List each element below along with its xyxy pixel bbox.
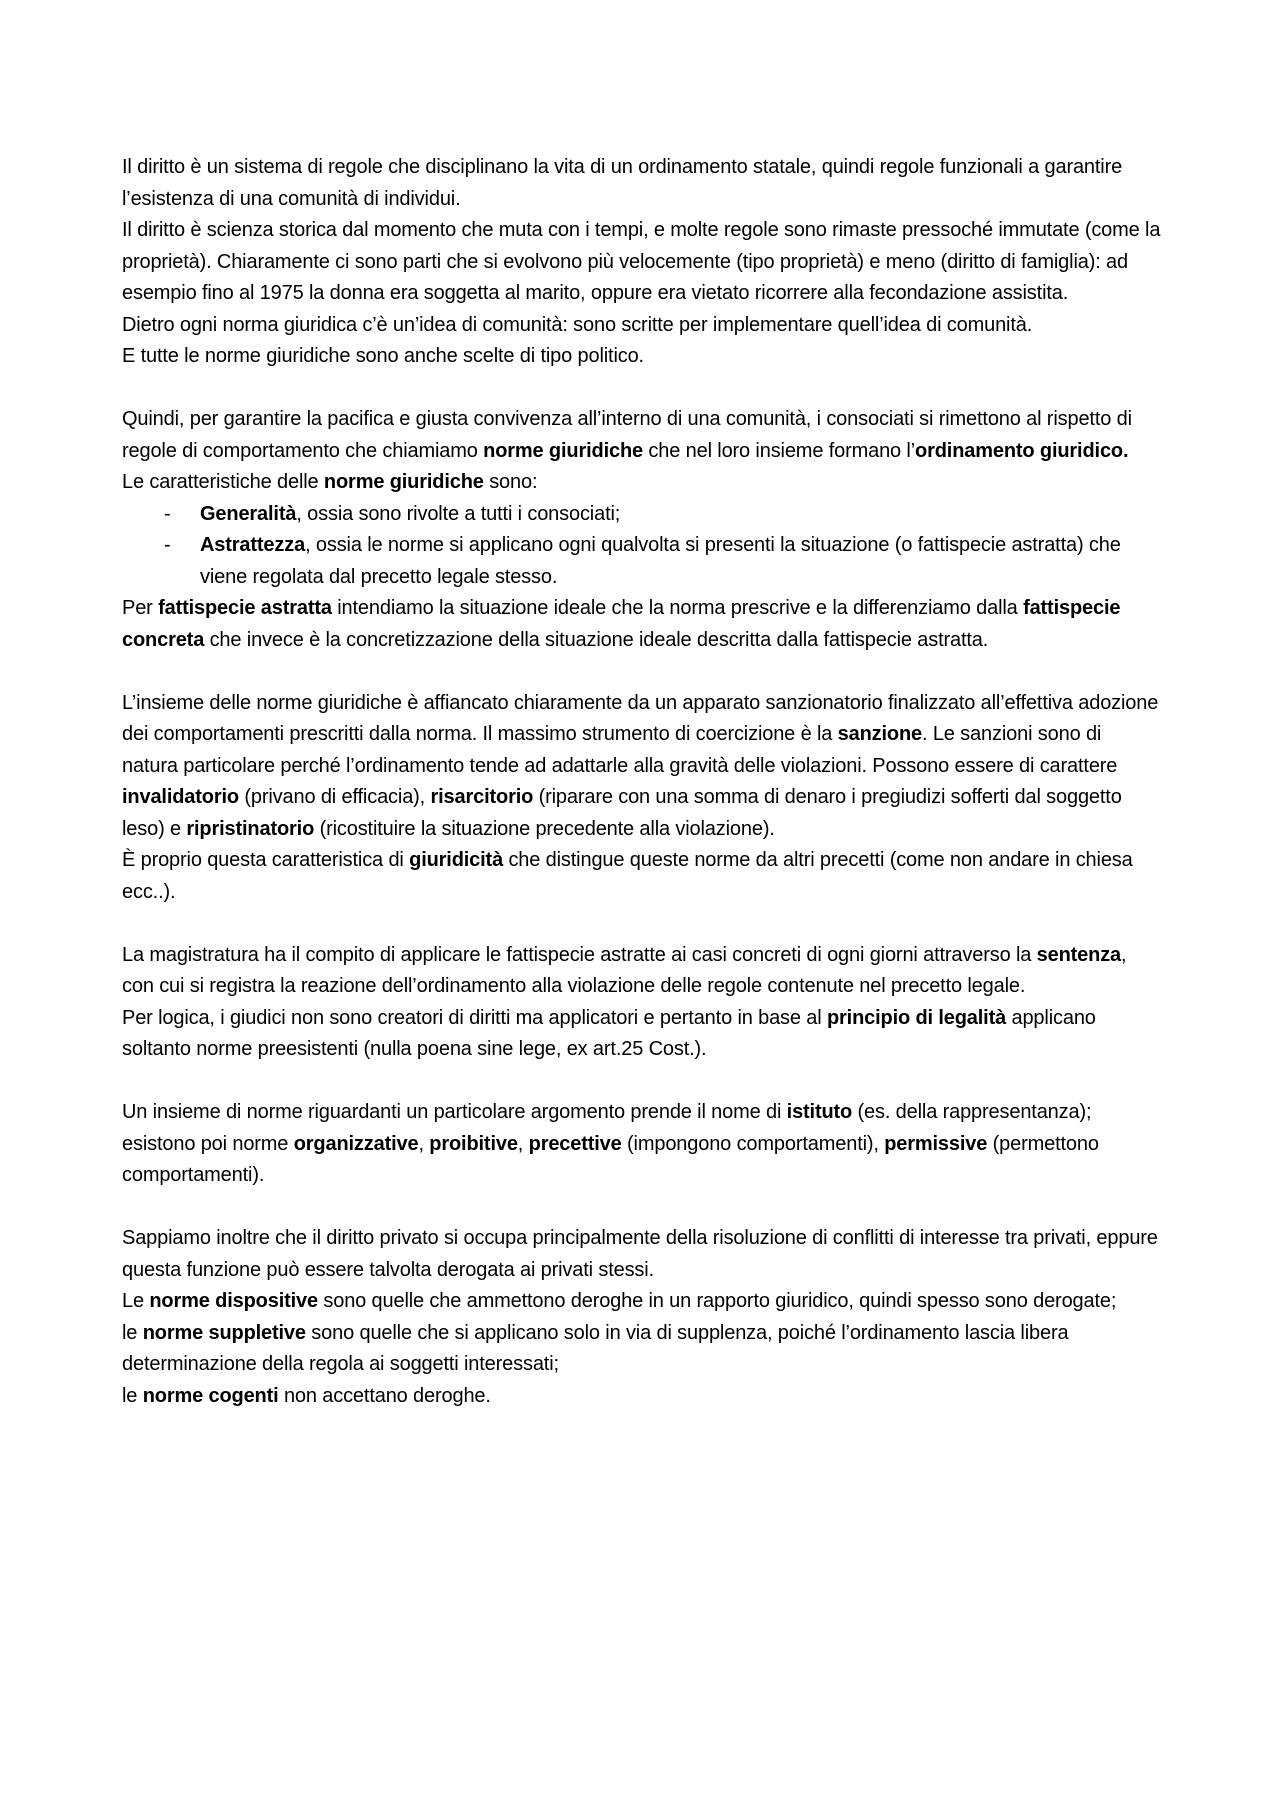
text-run: La magistratura ha il compito di applicare le fattispecie astratte ai casi concreti di ogni giorni attraverso la (122, 943, 1037, 966)
bold-term: istituto (786, 1101, 853, 1123)
text-run: Le caratteristiche delle (122, 471, 324, 493)
bold-term: invalidatorio (122, 786, 239, 808)
paragraph-spacer (122, 1066, 1162, 1098)
bold-term: precettive (528, 1132, 622, 1155)
document-body (122, 152, 1162, 1412)
text-run: (impongono comportamenti), (621, 1132, 885, 1155)
text-run: (permettono comportamenti). (122, 1132, 1099, 1186)
text-run: , con cui si registra la reazione dell’ordinamento alla violazione delle regole contenute nel precetto legale. (122, 943, 1127, 997)
text-run: , ossia sono rivolte a tutti i consociati; (296, 502, 621, 525)
bold-term: giuridicità (409, 849, 504, 871)
bold-term: permissive (884, 1132, 988, 1155)
paragraph-spacer (122, 373, 1162, 405)
text-run: Le (122, 1290, 150, 1312)
text-run: Un insieme di norme riguardanti un particolare argomento prende il nome di (122, 1101, 787, 1123)
text-run: Quindi, per garantire la pacifica e giusta convivenza all’interno di una comunità, i consociati si rimettono al rispetto di regole di comportamento che chiamiamo (122, 408, 1132, 462)
text-run: , (517, 1132, 529, 1155)
text-run: le (122, 1384, 143, 1407)
text-run: non accettano deroghe. (278, 1384, 491, 1407)
paragraph (122, 1286, 1162, 1318)
paragraph (122, 845, 1162, 908)
text-run: sono quelle che si applicano solo in via di supplenza, poiché l’ordinamento lascia libera determinazione della regola ai soggetti interessati; (122, 1321, 1069, 1375)
text-run: Sappiamo inoltre che il diritto privato si occupa principalmente della risoluzione di conflitti di interesse tra privati, eppure questa funzione può essere talvolta derogata ai privati stessi. (122, 1227, 1158, 1281)
text-run: che distingue queste norme da altri precetti (come non andare in chiesa ecc..). (122, 849, 1133, 903)
bold-term: proibitive (429, 1132, 518, 1155)
paragraph (122, 152, 1162, 215)
list-item (122, 499, 1162, 531)
paragraph-spacer (122, 1192, 1162, 1224)
paragraph (122, 1318, 1162, 1381)
bold-term: norme cogenti (142, 1384, 279, 1407)
paragraph (122, 1381, 1162, 1413)
text-run: È proprio questa caratteristica di (122, 849, 410, 871)
bold-term: norme dispositive (149, 1290, 318, 1312)
paragraph (122, 310, 1162, 342)
paragraph (122, 688, 1162, 846)
bold-term: norme giuridiche (483, 439, 644, 462)
text-run: le (122, 1321, 143, 1344)
text-run: E tutte le norme giuridiche sono anche scelte di tipo politico. (122, 345, 644, 367)
bold-term: sentenza (1036, 943, 1122, 966)
paragraph (122, 215, 1162, 310)
dash-bullet-icon: - (164, 502, 171, 525)
paragraph (122, 341, 1162, 373)
text-run: che nel loro insieme formano l’ (643, 439, 916, 462)
text-run: (ricostituire la situazione precedente alla violazione). (314, 817, 775, 840)
text-run: sono quelle che ammettono deroghe in un rapporto giuridico, quindi spesso sono derogate; (317, 1290, 1117, 1312)
bold-term: sanzione (837, 723, 923, 745)
bold-term: Astrattezza (200, 534, 306, 556)
dash-bullet-icon: - (164, 534, 171, 556)
bold-term: fattispecie concreta (122, 597, 1121, 651)
text-run: . Le sanzioni sono di natura particolare perché l’ordinamento tende ad adattarle alla gravità delle violazioni. Possono essere di carattere (122, 723, 1118, 777)
bold-term: principio di legalità (826, 1006, 1007, 1029)
bold-term: norme giuridiche (323, 471, 484, 493)
text-run: applicano soltanto norme preesistenti (nulla poena sine lege, ex art.25 Cost.). (122, 1006, 1096, 1060)
text-run: (privano di efficacia), (238, 786, 431, 808)
text-run: L’insieme delle norme giuridiche è affiancato chiaramente da un apparato sanzionatorio finalizzato all’effettiva adozione dei comportamenti prescritti dalla norma. Il massimo strumento di coercizione è la (122, 691, 1159, 745)
bold-term: norme suppletive (142, 1321, 306, 1344)
text-run: Per logica, i giudici non sono creatori di diritti ma applicatori e pertanto in base al (122, 1006, 827, 1029)
bullet-list (122, 499, 1162, 594)
bold-term: fattispecie astratta (158, 597, 332, 619)
text-run: , ossia le norme si applicano ogni qualvolta si presenti la situazione (o fattispecie astratta) che viene regolata dal precetto legale stesso. (200, 534, 1121, 588)
text-run: (es. della rappresentanza); esistono poi norme (122, 1101, 1092, 1155)
list-item (122, 530, 1162, 593)
text-run: , (418, 1132, 430, 1155)
text-run: Il diritto è un sistema di regole che disciplinano la vita di un ordinamento statale, quindi regole funzionali a garantire l’esistenza di una comunità di individui. (122, 156, 1123, 210)
text-run: (riparare con una somma di denaro i pregiudizi sofferti dal soggetto leso) e (122, 786, 1122, 840)
bold-term: risarcitorio (430, 786, 534, 808)
paragraph-spacer (122, 656, 1162, 688)
bold-term: ripristinatorio (186, 817, 315, 840)
text-run: sono: (483, 471, 538, 493)
bold-term: organizzative (293, 1132, 419, 1155)
text-run: che invece è la concretizzazione della situazione ideale descritta dalla fattispecie astratta. (204, 628, 989, 651)
paragraph (122, 404, 1162, 467)
paragraph-spacer (122, 908, 1162, 940)
paragraph (122, 1003, 1162, 1066)
text-run: Per (122, 597, 159, 619)
paragraph (122, 1097, 1162, 1192)
bold-term: Generalità (200, 502, 297, 525)
bold-term: ordinamento giuridico. (915, 439, 1129, 462)
text-run: intendiamo la situazione ideale che la norma prescrive e la differenziamo dalla (331, 597, 1024, 619)
text-run: Dietro ogni norma giuridica c’è un’idea di comunità: sono scritte per implementare quell’idea di comunità. (122, 313, 1033, 336)
text-run: Il diritto è scienza storica dal momento che muta con i tempi, e molte regole sono rimaste pressoché immutate (come la proprietà). Chiaramente ci sono parti che si evolvono più velocemente (tipo proprietà) e meno (diritto di famiglia): ad esempio fino al 1975 la donna era soggetta al marito, oppure era vietato ricorrere alla fecondazione assistita. (122, 219, 1161, 304)
paragraph (122, 593, 1162, 656)
paragraph (122, 940, 1162, 1003)
paragraph (122, 1223, 1162, 1286)
paragraph (122, 467, 1162, 499)
